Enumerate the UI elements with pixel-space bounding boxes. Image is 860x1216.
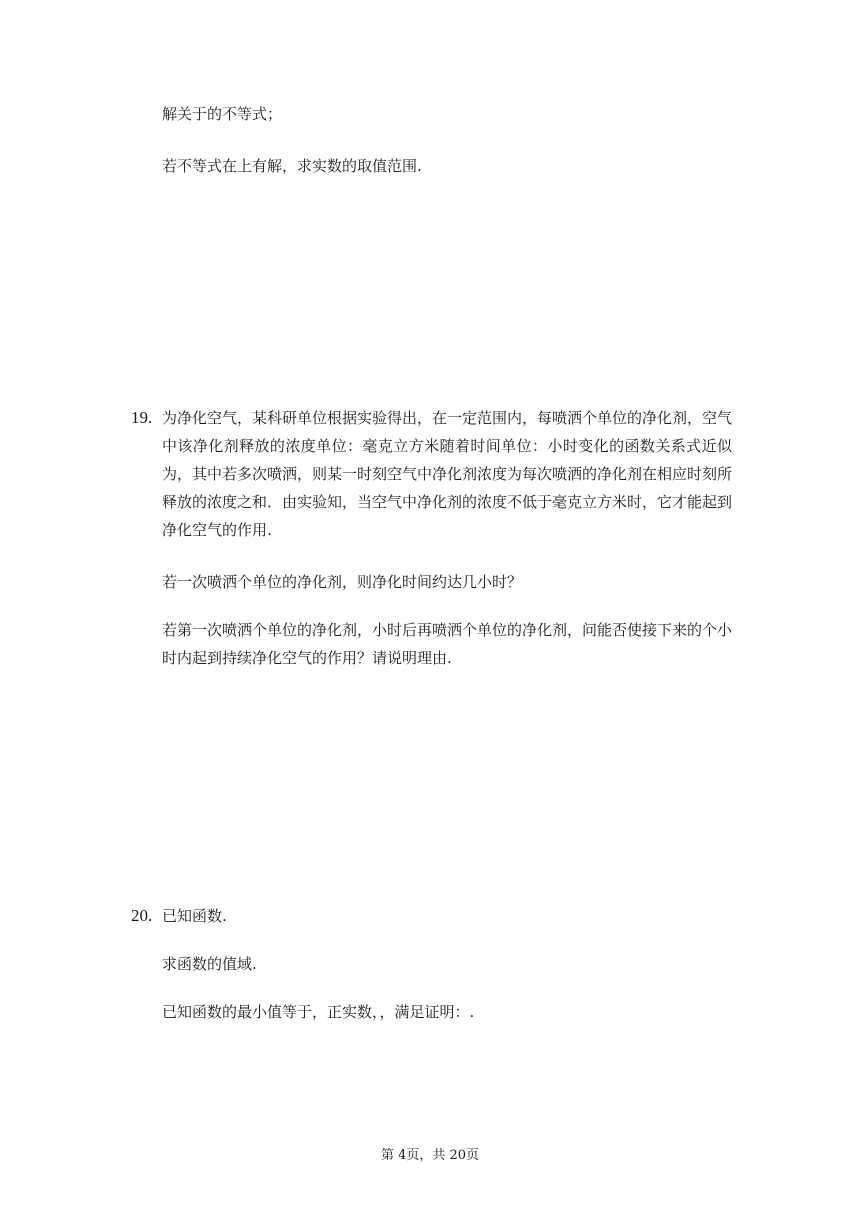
q19-part1: 若一次喷洒个单位的净化剂，则净化时间约达几小时？: [162, 573, 523, 591]
q20-part1: 求函数的值域.: [162, 955, 257, 973]
q20-part2: 已知函数的最小值等于，正实数，，满足证明：.: [162, 1003, 475, 1021]
q18-part2: 若不等式在上有解，求实数的取值范围.: [162, 157, 422, 175]
q20-number: 20.: [131, 906, 153, 925]
q19-number: 19.: [131, 408, 153, 427]
q20-stem: 已知函数.: [162, 907, 227, 925]
page-footer: 第 4页，共 20页: [380, 1148, 480, 1163]
q19-part2: 若第一次喷洒个单位的净化剂，小时后再喷洒个单位的净化剂，问能否使接下来的个小时内起到持续净化空气的作用？请说明理由.: [162, 621, 733, 667]
q18-part1: 解关于的不等式；: [162, 105, 283, 123]
q19-stem: 为净化空气，某科研单位根据实验得出，在一定范围内，每喷洒个单位的净化剂，空气中该净化剂释放的浓度单位：毫克立方米随着时间单位：小时变化的函数关系式近似为，其中若多次喷洒，则某一时刻空气中净化剂浓度为每次喷洒的净化剂在相应时刻所释放的浓度之和．由实验知，当空气中净化剂的浓度不低于毫克立方米时，它才能起到净化空气的作用.: [162, 409, 733, 539]
